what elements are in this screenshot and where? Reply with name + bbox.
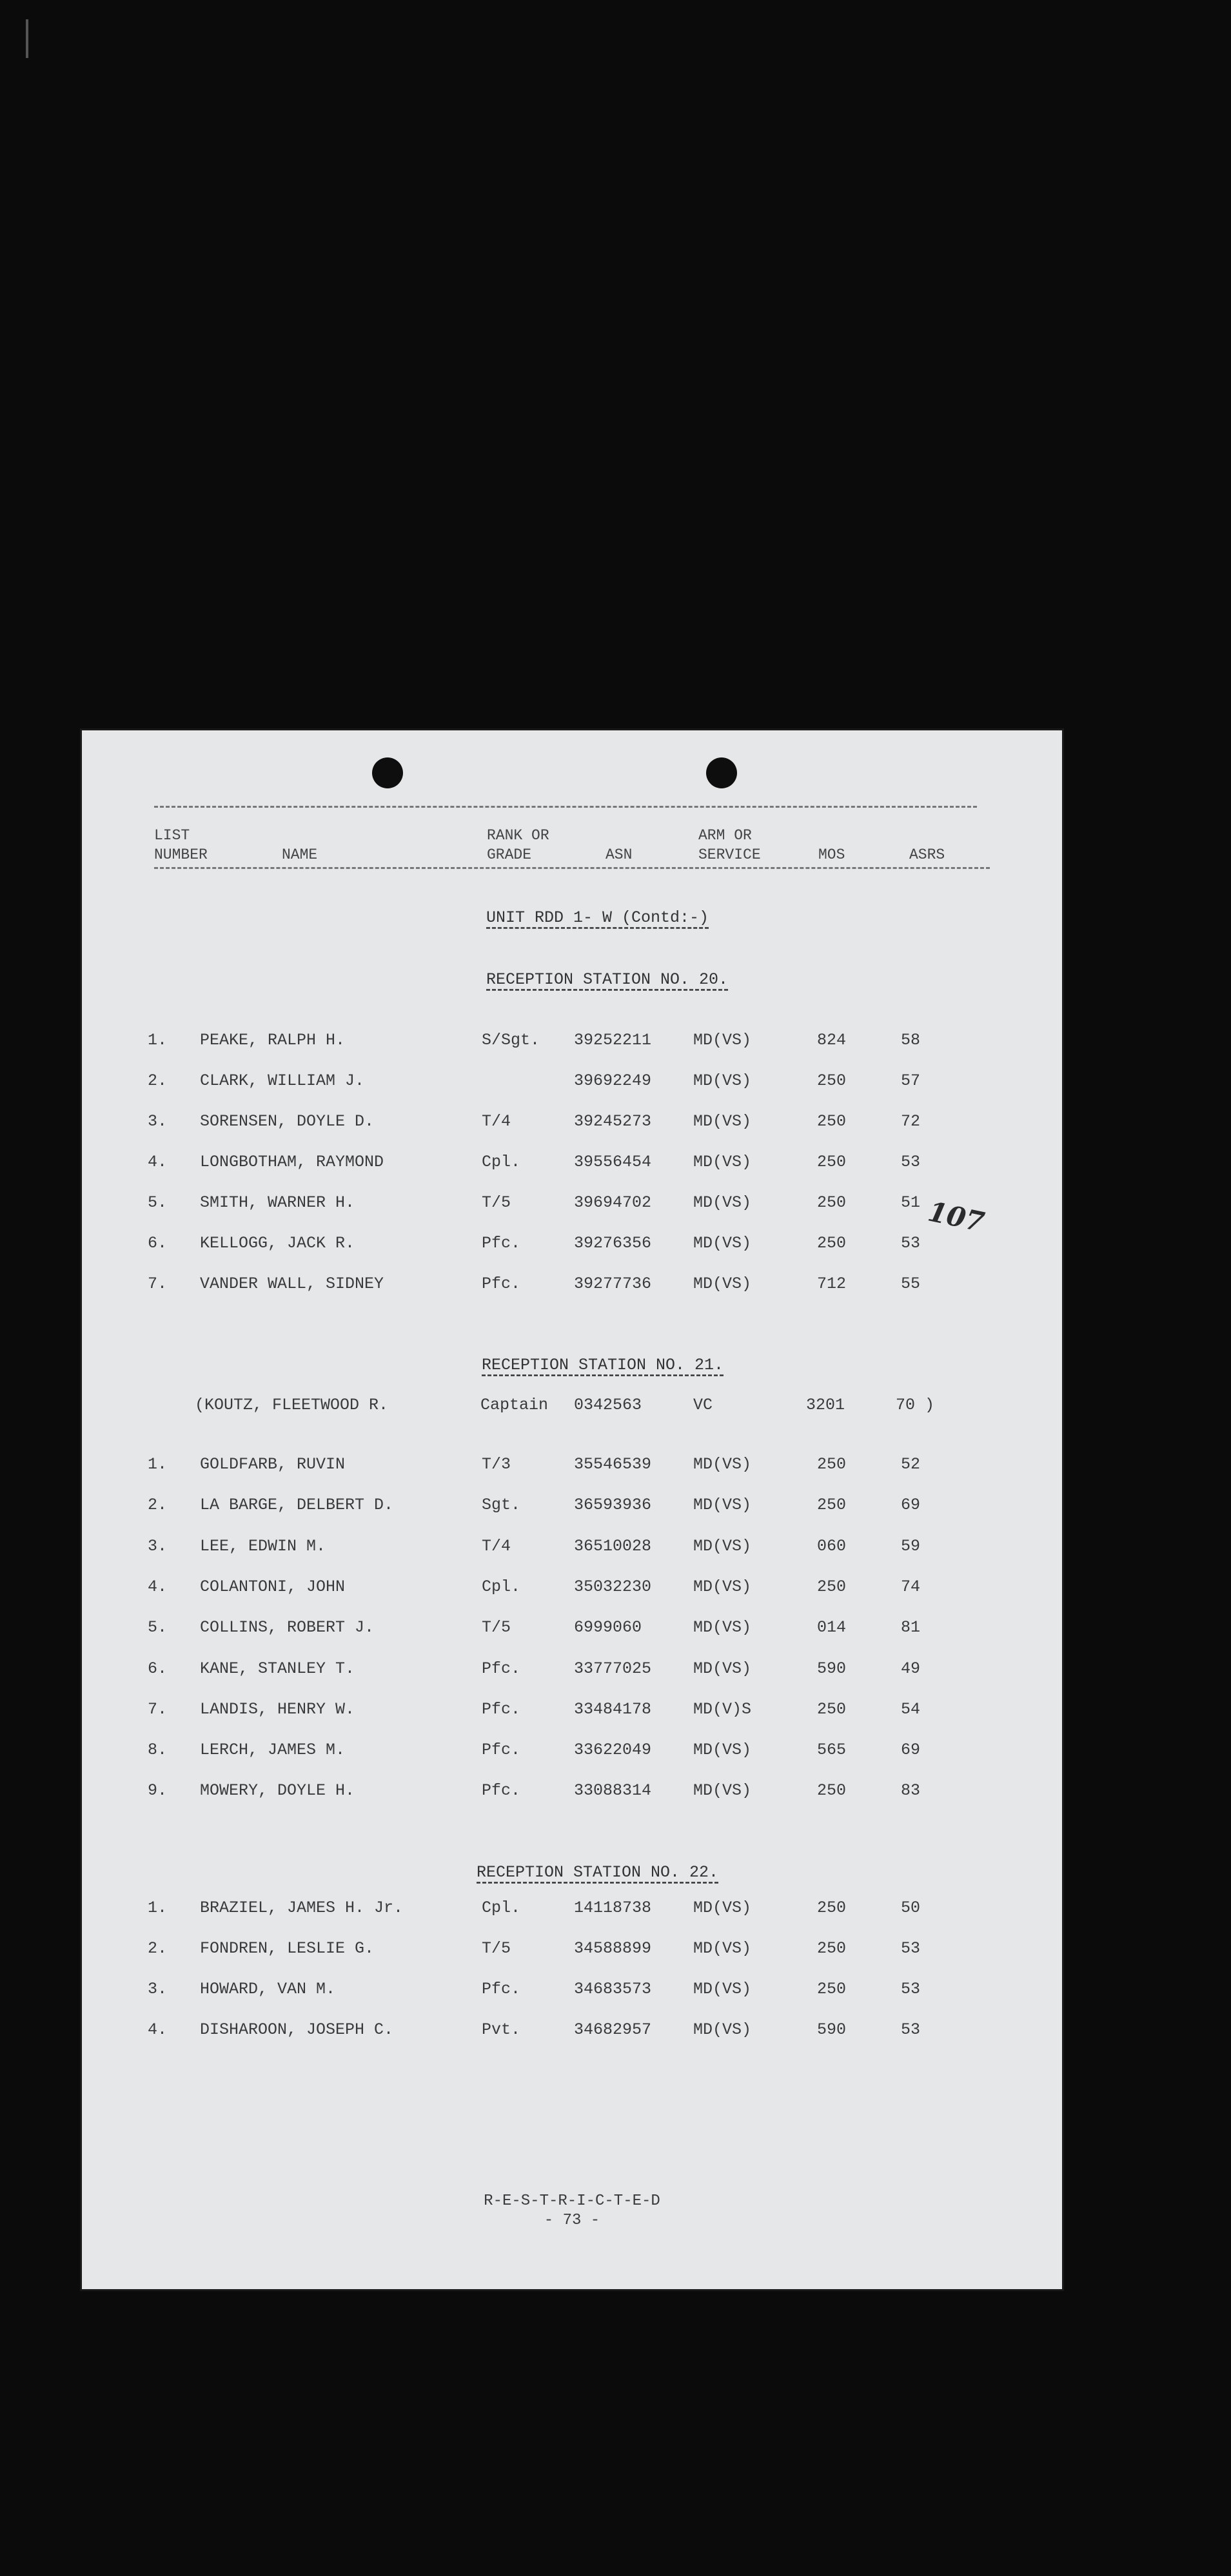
table-row — [82, 1234, 1062, 1256]
cell-arm: MD(VS) — [693, 1112, 752, 1131]
table-row — [82, 1741, 1062, 1762]
cell-rank: Pvt. — [482, 2020, 521, 2039]
header-rank-line1: RANK OR — [487, 827, 549, 844]
cell-asn: 33088314 — [574, 1781, 652, 1800]
cell-rank: T/4 — [482, 1112, 511, 1131]
cell-asrs: 53 — [901, 1939, 921, 1958]
cell-arm: MD(VS) — [693, 1618, 752, 1637]
cell-mos: 250 — [817, 1939, 847, 1958]
cell-asrs: 58 — [901, 1031, 921, 1049]
cell-arm: MD(VS) — [693, 1193, 752, 1212]
table-row — [82, 1193, 1062, 1215]
cell-num: 3. — [148, 1536, 168, 1556]
cell-asn: 39694702 — [574, 1193, 652, 1212]
cell-mos: 250 — [817, 1496, 847, 1515]
cell-arm: MD(VS) — [693, 1496, 752, 1515]
cell-num: 8. — [148, 1741, 168, 1760]
section-title: RECEPTION STATION NO. 20. — [486, 970, 729, 989]
cell-name: SORENSEN, DOYLE D. — [200, 1112, 375, 1131]
document-page — [82, 730, 1062, 2289]
cell-asrs: 51 — [901, 1193, 921, 1212]
cell-asrs: 83 — [901, 1781, 921, 1800]
cell-arm: MD(VS) — [693, 1153, 752, 1171]
cell-asrs: 57 — [901, 1071, 921, 1090]
header-list-line2: NUMBER — [154, 846, 208, 863]
cell-mos: 250 — [817, 1699, 847, 1719]
cell-asrs: 54 — [901, 1699, 921, 1719]
cell-mos: 250 — [817, 1455, 847, 1474]
cell-name: LANDIS, HENRY W. — [200, 1699, 355, 1719]
cell-asn: 34683573 — [574, 1980, 652, 1998]
cell-name: DISHAROON, JOSEPH C. — [200, 2020, 394, 2039]
cell-rank: Sgt. — [482, 1496, 521, 1515]
page-number: - 73 - — [544, 2212, 600, 2229]
table-row — [82, 1455, 1062, 1477]
cell-num: 6. — [148, 1234, 168, 1253]
cell-mos: 250 — [817, 1898, 847, 1917]
cell-mos: 250 — [817, 1577, 847, 1596]
cell-asn: 6999060 — [574, 1618, 642, 1637]
section-title: RECEPTION STATION NO. 21. — [482, 1356, 724, 1374]
cell-name: CLARK, WILLIAM J. — [200, 1071, 365, 1090]
table-row — [82, 1939, 1062, 1961]
cell-asn: 33622049 — [574, 1741, 652, 1760]
cell-num: 1. — [148, 1031, 168, 1049]
cell-asrs: 69 — [901, 1496, 921, 1515]
cell-arm: MD(VS) — [693, 1659, 752, 1678]
cell-name: BRAZIEL, JAMES H. Jr. — [200, 1898, 404, 1917]
cell-name: LA BARGE, DELBERT D. — [200, 1496, 394, 1515]
table-row — [82, 1496, 1062, 1517]
cell-num: 4. — [148, 2020, 168, 2039]
handwritten-page-number: 107 — [925, 1195, 987, 1238]
cell-num: 7. — [148, 1699, 168, 1719]
top-divider — [154, 806, 977, 808]
header-divider — [154, 867, 990, 869]
table-row — [82, 1153, 1062, 1175]
cell-rank: T/3 — [482, 1455, 511, 1474]
header-arm-service — [698, 826, 761, 864]
cell-rank: T/4 — [482, 1536, 511, 1556]
table-row — [82, 1274, 1062, 1296]
cell-rank: Cpl. — [482, 1577, 521, 1596]
cell-mos: 590 — [817, 2020, 847, 2039]
officer-asrs: 70 ) — [896, 1396, 935, 1414]
header-rank-grade — [487, 826, 549, 864]
cell-asrs: 69 — [901, 1741, 921, 1760]
table-row — [82, 1071, 1062, 1093]
cell-num: 2. — [148, 1496, 168, 1515]
cell-asn: 39252211 — [574, 1031, 652, 1049]
cell-asrs: 81 — [901, 1618, 921, 1637]
cell-asn: 35032230 — [574, 1577, 652, 1596]
cell-asrs: 53 — [901, 1234, 921, 1253]
cell-arm: MD(VS) — [693, 2020, 752, 2039]
cell-arm: MD(VS) — [693, 1781, 752, 1800]
cell-rank: Pfc. — [482, 1699, 521, 1719]
header-rank-line2: GRADE — [487, 846, 532, 863]
cell-num: 5. — [148, 1618, 168, 1637]
cell-mos: 712 — [817, 1274, 847, 1293]
cell-rank: Pfc. — [482, 1741, 521, 1760]
cell-mos: 250 — [817, 1234, 847, 1253]
header-arm-line2: SERVICE — [698, 846, 761, 863]
cell-name: LONGBOTHAM, RAYMOND — [200, 1153, 384, 1171]
cell-num: 4. — [148, 1153, 168, 1171]
cell-arm: MD(VS) — [693, 1939, 752, 1958]
cell-asrs: 53 — [901, 2020, 921, 2039]
cell-asn: 34682957 — [574, 2020, 652, 2039]
cell-num: 9. — [148, 1781, 168, 1800]
cell-name: KANE, STANLEY T. — [200, 1659, 355, 1678]
cell-asrs: 55 — [901, 1274, 921, 1293]
cell-rank: Pfc. — [482, 1234, 521, 1253]
cell-name: VANDER WALL, SIDNEY — [200, 1274, 384, 1293]
cell-asn: 39245273 — [574, 1112, 652, 1131]
cell-mos: 824 — [817, 1031, 847, 1049]
cell-arm: MD(VS) — [693, 1455, 752, 1474]
cell-asn: 39692249 — [574, 1071, 652, 1090]
cell-arm: MD(VS) — [693, 1980, 752, 1998]
cell-num: 4. — [148, 1577, 168, 1596]
cell-asn: 36510028 — [574, 1536, 652, 1556]
cell-mos: 014 — [817, 1618, 847, 1637]
cell-mos: 250 — [817, 1193, 847, 1212]
cell-arm: MD(VS) — [693, 1234, 752, 1253]
header-asn: ASN — [606, 846, 633, 863]
header-mos: MOS — [818, 846, 845, 863]
cell-num: 5. — [148, 1193, 168, 1212]
table-row — [82, 1112, 1062, 1134]
cell-arm: MD(VS) — [693, 1577, 752, 1596]
cell-mos: 565 — [817, 1741, 847, 1760]
cell-rank: Pfc. — [482, 1781, 521, 1800]
cell-rank: T/5 — [482, 1939, 511, 1958]
cell-mos: 250 — [817, 1980, 847, 1998]
cell-asrs: 72 — [901, 1112, 921, 1131]
cell-asn: 33484178 — [574, 1699, 652, 1719]
classification-marking: R-E-S-T-R-I-C-T-E-D — [484, 2192, 660, 2210]
cell-arm: MD(V)S — [693, 1699, 752, 1719]
cell-rank: Cpl. — [482, 1153, 521, 1171]
cell-asn: 34588899 — [574, 1939, 652, 1958]
table-row — [82, 1537, 1062, 1559]
cell-asrs: 74 — [901, 1577, 921, 1596]
officer-row — [82, 1396, 1062, 1418]
cell-asn: 35546539 — [574, 1455, 652, 1474]
table-row — [82, 1781, 1062, 1803]
cell-mos: 250 — [817, 1071, 847, 1090]
officer-name: (KOUTZ, FLEETWOOD R. — [195, 1396, 389, 1414]
cell-rank: S/Sgt. — [482, 1031, 540, 1049]
cell-name: LEE, EDWIN M. — [200, 1536, 326, 1556]
cell-num: 2. — [148, 1071, 168, 1090]
cell-asn: 39277736 — [574, 1274, 652, 1293]
cell-name: GOLDFARB, RUVIN — [200, 1455, 346, 1474]
header-name: NAME — [282, 846, 318, 863]
cell-name: PEAKE, RALPH H. — [200, 1031, 346, 1049]
cell-name: FONDREN, LESLIE G. — [200, 1939, 375, 1958]
cell-name: COLLINS, ROBERT J. — [200, 1618, 375, 1637]
cell-num: 6. — [148, 1659, 168, 1678]
cell-asrs: 52 — [901, 1455, 921, 1474]
cell-name: HOWARD, VAN M. — [200, 1980, 336, 1998]
cell-name: SMITH, WARNER H. — [200, 1193, 355, 1212]
cell-name: COLANTONI, JOHN — [200, 1577, 346, 1596]
cell-asn: 39556454 — [574, 1153, 652, 1171]
cell-arm: MD(VS) — [693, 1031, 752, 1049]
scan-artifact — [26, 19, 28, 58]
unit-title: UNIT RDD 1- W (Contd:-) — [486, 908, 709, 927]
table-row — [82, 2020, 1062, 2042]
officer-asn: 0342563 — [574, 1396, 642, 1414]
cell-rank: T/5 — [482, 1193, 511, 1212]
cell-arm: MD(VS) — [693, 1274, 752, 1293]
cell-arm: MD(VS) — [693, 1071, 752, 1090]
section-title: RECEPTION STATION NO. 22. — [477, 1863, 719, 1882]
cell-mos: 250 — [817, 1781, 847, 1800]
cell-name: LERCH, JAMES M. — [200, 1741, 346, 1760]
table-row — [82, 1659, 1062, 1681]
officer-mos: 3201 — [806, 1396, 845, 1414]
cell-asrs: 49 — [901, 1659, 921, 1678]
cell-asn: 14118738 — [574, 1898, 652, 1917]
cell-name: KELLOGG, JACK R. — [200, 1234, 355, 1253]
table-row — [82, 1700, 1062, 1722]
punch-hole — [372, 757, 403, 788]
header-asrs: ASRS — [909, 846, 945, 863]
cell-asn: 33777025 — [574, 1659, 652, 1678]
table-row — [82, 1618, 1062, 1640]
cell-num: 2. — [148, 1939, 168, 1958]
cell-asrs: 53 — [901, 1153, 921, 1171]
officer-arm: VC — [693, 1396, 713, 1414]
cell-num: 1. — [148, 1455, 168, 1474]
table-row — [82, 1031, 1062, 1053]
cell-num: 3. — [148, 1112, 168, 1131]
cell-arm: MD(VS) — [693, 1536, 752, 1556]
cell-asn: 36593936 — [574, 1496, 652, 1515]
cell-asrs: 53 — [901, 1980, 921, 1998]
cell-num: 1. — [148, 1898, 168, 1917]
cell-arm: MD(VS) — [693, 1741, 752, 1760]
cell-asrs: 59 — [901, 1536, 921, 1556]
header-arm-line1: ARM OR — [698, 827, 752, 844]
cell-num: 7. — [148, 1274, 168, 1293]
cell-arm: MD(VS) — [693, 1898, 752, 1917]
cell-rank: Pfc. — [482, 1659, 521, 1678]
cell-rank: Pfc. — [482, 1980, 521, 1998]
cell-num: 3. — [148, 1980, 168, 1998]
table-row — [82, 1898, 1062, 1920]
cell-asn: 39276356 — [574, 1234, 652, 1253]
cell-asrs: 50 — [901, 1898, 921, 1917]
header-list-line1: LIST — [154, 827, 190, 844]
officer-rank: Captain — [480, 1396, 549, 1414]
cell-rank: T/5 — [482, 1618, 511, 1637]
cell-mos: 250 — [817, 1153, 847, 1171]
table-row — [82, 1577, 1062, 1599]
cell-rank: Pfc. — [482, 1274, 521, 1293]
header-list-number — [154, 826, 208, 864]
cell-mos: 590 — [817, 1659, 847, 1678]
punch-hole — [706, 757, 737, 788]
cell-mos: 060 — [817, 1536, 847, 1556]
table-row — [82, 1980, 1062, 2002]
cell-mos: 250 — [817, 1112, 847, 1131]
cell-rank: Cpl. — [482, 1898, 521, 1917]
cell-name: MOWERY, DOYLE H. — [200, 1781, 355, 1800]
